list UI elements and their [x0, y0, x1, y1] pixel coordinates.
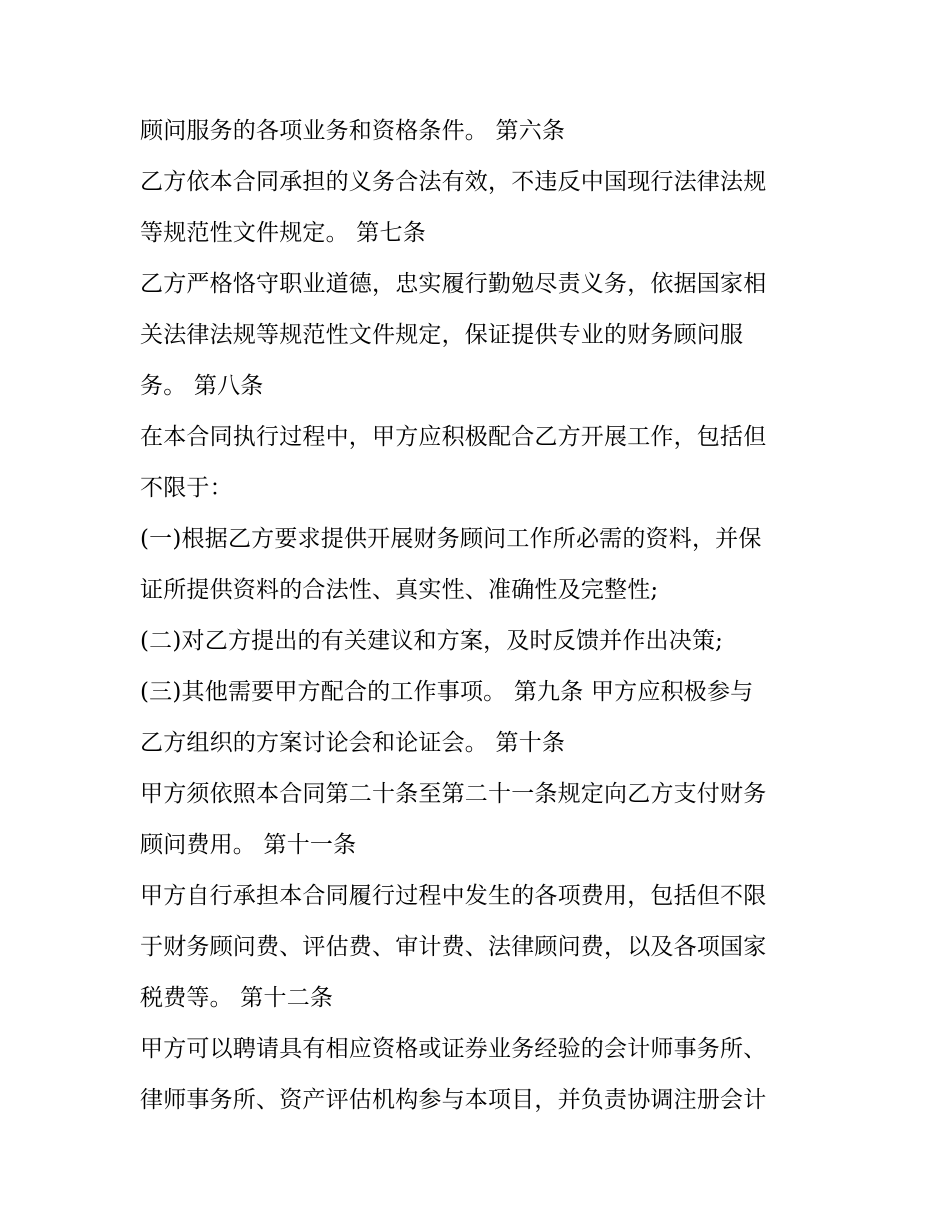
text-line: 甲方须依照本合同第二十条至第二十一条规定向乙方支付财务: [140, 781, 767, 807]
text-line: 甲方可以聘请具有相应资格或证券业务经验的会计师事务所、: [140, 1036, 767, 1062]
text-line: 证所提供资料的合法性、真实性、准确性及完整性;: [140, 577, 659, 603]
text-line: 顾问费用。 第十一条: [140, 832, 357, 858]
text-line: 乙方严格恪守职业道德，忠实履行勤勉尽责义务，依据国家相: [140, 271, 767, 297]
text-line: 关法律法规等规范性文件规定，保证提供专业的财务顾问服: [140, 322, 744, 348]
text-line: 不限于：: [140, 475, 233, 501]
text-line: (三)其他需要甲方配合的工作事项。 第九条 甲方应积极参与: [140, 679, 754, 705]
document-body: [140, 106, 830, 1126]
text-line: (二)对乙方提出的有关建议和方案，及时反馈并作出决策;: [140, 628, 724, 654]
text-line: 乙方依本合同承担的义务合法有效，不违反中国现行法律法规: [140, 169, 767, 195]
text-line: (一)根据乙方要求提供开展财务顾问工作所必需的资料，并保: [140, 526, 762, 552]
text-line: 甲方自行承担本合同履行过程中发生的各项费用，包括但不限: [140, 883, 767, 909]
text-line: 于财务顾问费、评估费、审计费、法律顾问费，以及各项国家: [140, 934, 767, 960]
text-line: 等规范性文件规定。 第七条: [140, 220, 426, 246]
text-line: 乙方组织的方案讨论会和论证会。 第十条: [140, 730, 566, 756]
text-line: 在本合同执行过程中，甲方应积极配合乙方开展工作，包括但: [140, 424, 767, 450]
text-line: 税费等。 第十二条: [140, 985, 334, 1011]
text-line: 顾问服务的各项业务和资格条件。 第六条: [140, 118, 566, 144]
text-line: 律师事务所、资产评估机构参与本项目，并负责协调注册会计: [140, 1087, 767, 1113]
text-line: 务。 第八条: [140, 373, 264, 399]
